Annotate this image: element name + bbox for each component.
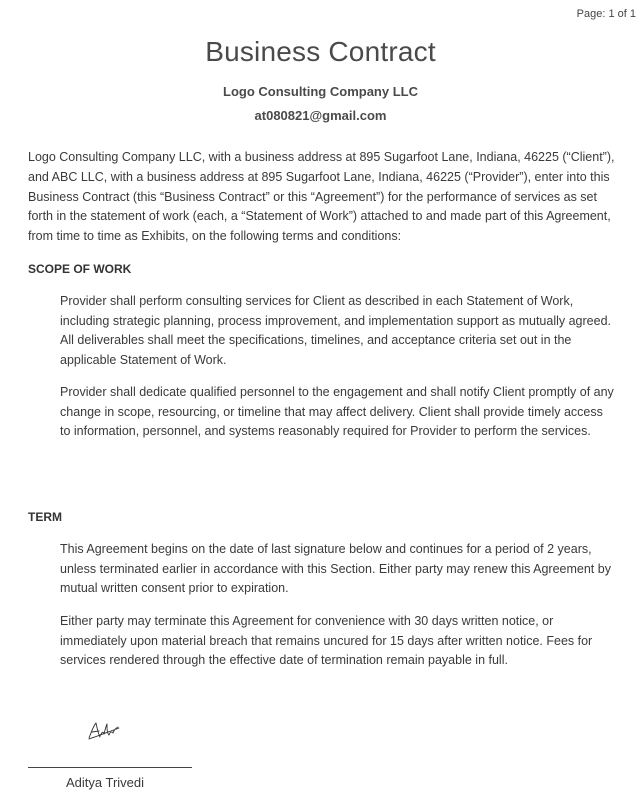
document-title: Business Contract [205,36,436,67]
signature-line [28,767,192,768]
company-email: at080821@gmail.com [254,108,387,123]
scope-of-work-heading: SCOPE OF WORK [28,262,132,276]
scope-paragraph-1: Provider shall perform consulting services for Client as described in each Statement of Work, including strategic planning, process improvement, and implementation support as mutually agreed. All deliverables shall meet the specifications, timelines, and acceptance criteria set out in the applicable Statement of Work. [60,294,611,367]
handwritten-signature [86,720,120,742]
signer-name: Aditya Trivedi [66,775,145,790]
term-paragraph-1: This Agreement begins on the date of last signature below and continues for a period of 2 years, unless terminated earlier in accordance with this Section. Either party may renew this Agreement by mutual written consent prior to expiration. [60,542,611,596]
scope-paragraph-2: Provider shall dedicate qualified personnel to the engagement and shall notify Client promptly of any change in scope, resourcing, or timeline that may affect delivery. Client shall provide timely access to information, personnel, and systems reasonably required for Provider to perform the services. [60,385,614,439]
company-name: Logo Consulting Company LLC [223,84,418,99]
term-heading: TERM [28,510,62,524]
term-paragraph-2: Either party may terminate this Agreement for convenience with 30 days written notice, or immediately upon material breach that remains uncured for 15 days after written notice. Fees for services rendered through the effective date of termination remain payable in full. [60,614,593,668]
intro-paragraph: Logo Consulting Company LLC, with a business address at 895 Sugarfoot Lane, Indiana, 46225 (“Client”), and ABC LLC, with a business address at 895 Sugarfoot Lane, Indiana, 46225 (“Provider”), enter into this Business Contract (this “Business Contract” or this “Agreement”) for the performance of services as set forth in the statement of work (each, a “Statement of Work”) attached to and made part of this Agreement, from time to time as Exhibits, on the following terms and conditions: [28,150,615,244]
page-number: Page: 1 of 1 [576,8,636,20]
